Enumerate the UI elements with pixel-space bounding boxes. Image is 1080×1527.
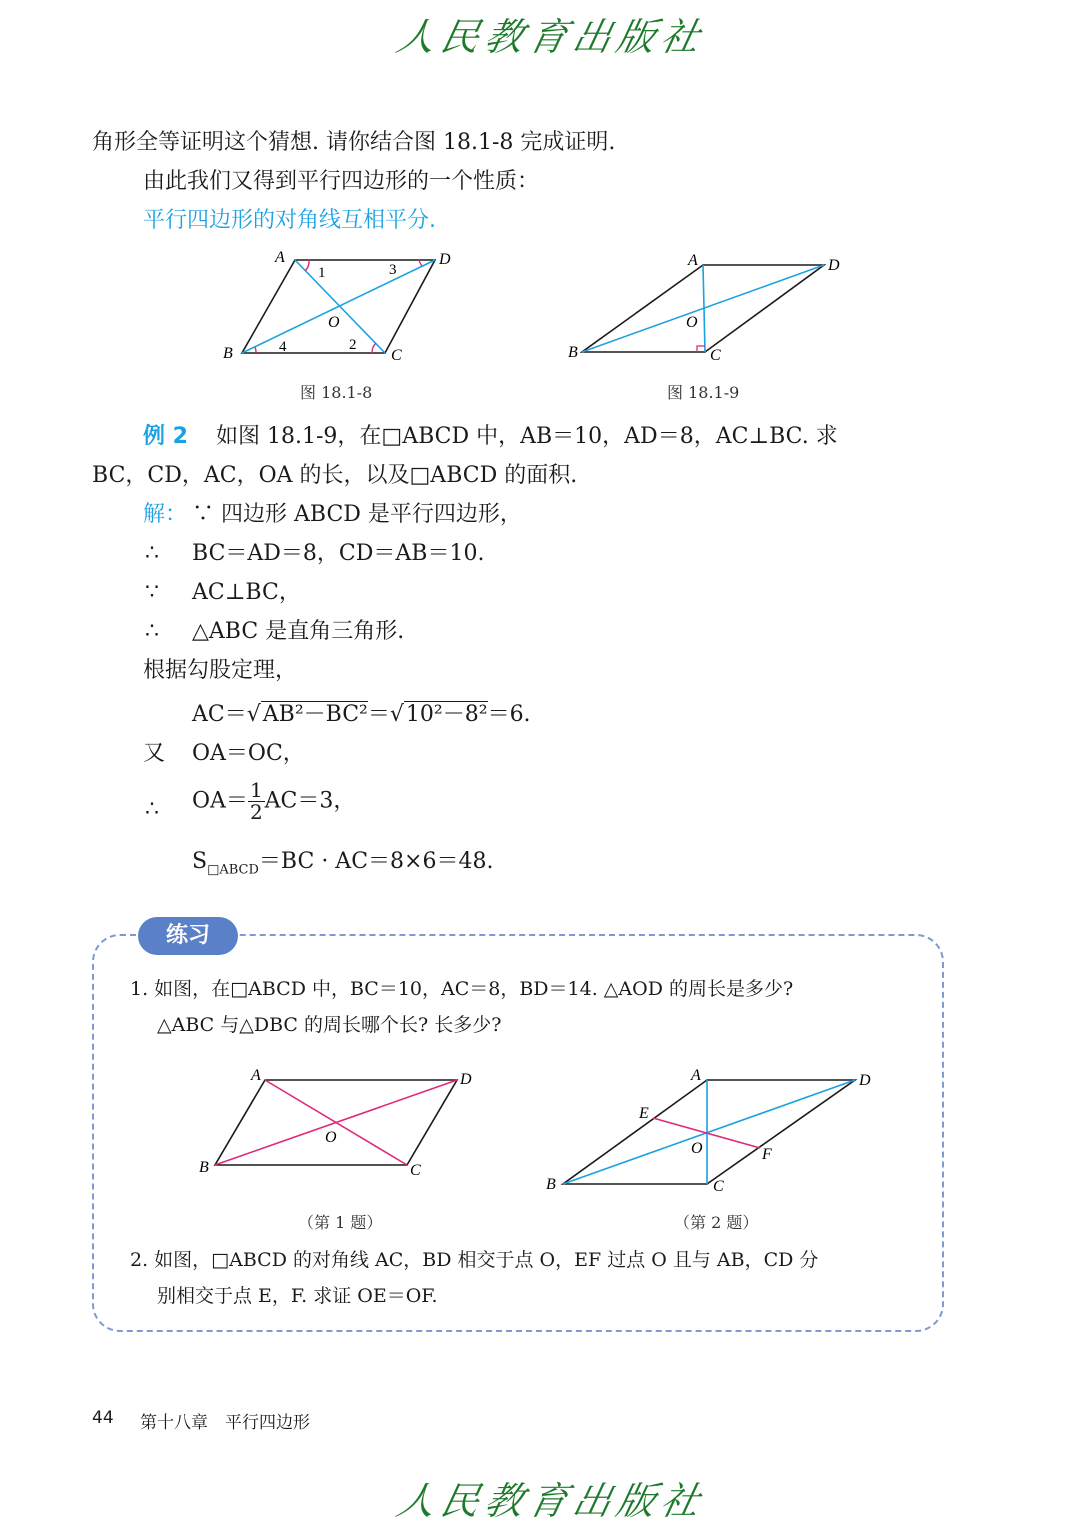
example-label: 例 2	[143, 424, 188, 449]
solution-step-5: 根据勾股定理，	[143, 658, 298, 683]
area-symbol: S	[192, 849, 208, 874]
practice-figure-2	[545, 1062, 885, 1197]
solution-step-2: BC＝AD＝8，CD＝AB＝10.	[192, 541, 485, 566]
page-number: 44	[92, 1408, 114, 1428]
fig8-angle-4: 4	[279, 339, 287, 355]
oa-lhs: OA＝	[192, 788, 248, 814]
frac-denominator: 2	[249, 800, 263, 824]
area-subscript: □ABCD	[207, 862, 259, 878]
pf1-label-B: B	[199, 1159, 209, 1176]
publisher-logo: 人民教育出版社	[392, 15, 710, 59]
example-line-2: BC，CD，AC，OA 的长，以及□ABCD 的面积.	[92, 463, 578, 488]
fig9-label-D: D	[828, 257, 840, 274]
chapter-title: 第十八章 平行四边形	[140, 1413, 310, 1433]
pf1-label-O: O	[325, 1129, 337, 1146]
fig9-label-A: A	[688, 252, 698, 269]
fig9-caption: 图 18.1-9	[667, 383, 740, 402]
therefore-symbol: ∴	[145, 797, 159, 822]
fig8-caption: 图 18.1-8	[300, 383, 373, 402]
fig9-label-O: O	[686, 314, 698, 331]
area-result: ＝BC · AC＝8×6＝48.	[258, 849, 494, 874]
fig8-label-C: C	[391, 347, 402, 364]
practice-q1-line-2: △ABC 与△DBC 的周长哪个长? 长多少?	[157, 1014, 502, 1036]
pf2-label-E: E	[639, 1105, 649, 1122]
sqrt-sign: √	[389, 702, 404, 727]
fig8-angle-1: 1	[318, 265, 326, 281]
pf2-label-B: B	[546, 1176, 556, 1193]
pf2-label-C: C	[713, 1178, 724, 1195]
solution-step-6	[192, 702, 531, 728]
eq-end: ＝6.	[487, 702, 531, 727]
eq-lhs: AC＝	[192, 702, 247, 727]
pf1-label-A: A	[251, 1067, 261, 1084]
fig8-label-O: O	[328, 314, 340, 331]
solution-step-3: AC⊥BC，	[192, 580, 301, 605]
solution-step-1: ∵ 四边形 ABCD 是平行四边形，	[192, 502, 522, 527]
practice-fig2-caption: （第 2 题）	[674, 1213, 759, 1232]
oa-rhs: AC＝3，	[264, 788, 356, 814]
body-line-2: 由此我们又得到平行四边形的一个性质：	[143, 169, 540, 194]
fig9-label-C: C	[710, 347, 721, 364]
solution-step-8	[192, 780, 355, 823]
radicand-1: AB²－BC²	[262, 702, 368, 727]
solution-label: 解：	[143, 502, 188, 527]
figure-18-1-9	[560, 245, 860, 370]
fig8-label-A: A	[275, 249, 285, 266]
fig8-angle-3: 3	[389, 262, 397, 278]
fig8-label-B: B	[223, 345, 233, 362]
solution-step-4: △ABC 是直角三角形.	[192, 619, 405, 644]
pf2-label-D: D	[859, 1072, 871, 1089]
figure-18-1-8	[215, 245, 451, 370]
because-symbol: ∵	[145, 580, 159, 605]
pf2-label-A: A	[691, 1067, 701, 1084]
solution-step-9	[192, 849, 493, 878]
fig8-label-D: D	[439, 251, 451, 268]
practice-q1-line-1: 1. 如图，在□ABCD 中，BC＝10，AC＝8，BD＝14. △AOD 的周长是多少?	[130, 978, 794, 1000]
therefore-symbol: ∴	[145, 619, 159, 644]
fraction-one-half	[248, 780, 265, 823]
body-line-1: 角形全等证明这个猜想. 请你结合图 18.1-8 完成证明.	[92, 130, 616, 155]
practice-q2-line-1: 2. 如图，□ABCD 的对角线 AC，BD 相交于点 O，EF 过点 O 且与 AB，CD 分	[130, 1249, 819, 1271]
practice-q2-line-2: 别相交于点 E，F. 求证 OE＝OF.	[157, 1285, 438, 1307]
sqrt-sign: √	[246, 702, 261, 727]
eq-mid: ＝	[367, 702, 390, 727]
frac-numerator: 1	[249, 778, 263, 802]
practice-figure-1	[195, 1062, 485, 1187]
pf1-label-C: C	[410, 1162, 421, 1179]
fig8-angle-2: 2	[349, 337, 357, 353]
pf2-label-O: O	[691, 1140, 703, 1157]
radicand-2: 10²－8²	[405, 702, 488, 727]
pf1-label-D: D	[460, 1071, 472, 1088]
pf2-label-F: F	[762, 1146, 772, 1163]
publisher-logo-footer: 人民教育出版社	[392, 1479, 710, 1523]
example-line-1: 如图 18.1-9，在□ABCD 中，AB＝10，AD＝8，AC⊥BC. 求	[216, 424, 838, 449]
also-symbol: 又	[143, 741, 166, 766]
practice-fig1-caption: （第 1 题）	[298, 1213, 383, 1232]
practice-tab: 练习	[138, 917, 238, 955]
therefore-symbol: ∴	[145, 541, 159, 566]
theorem-text: 平行四边形的对角线互相平分.	[143, 208, 436, 233]
fig9-label-B: B	[568, 344, 578, 361]
solution-step-7: OA＝OC，	[192, 741, 305, 766]
